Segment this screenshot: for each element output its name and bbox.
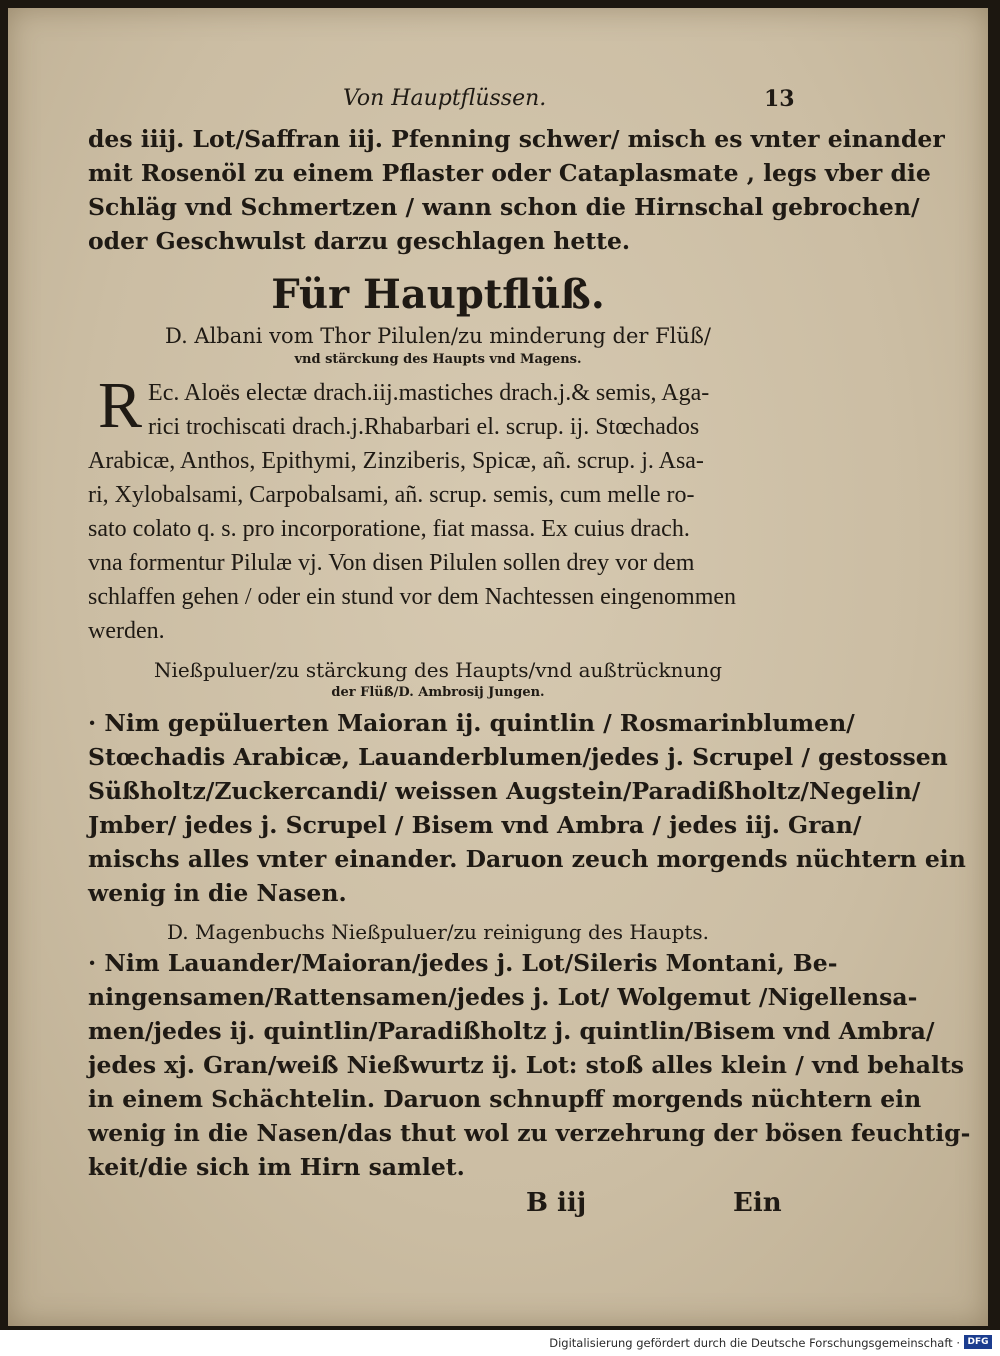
section3-title: D. Magenbuchs Nießpuluer/zu reinigung des Haupts. [166, 920, 710, 944]
page-number: 13 [764, 86, 795, 112]
text-line: schlaffen gehen / oder ein stund vor dem Nachtessen eingenommen [88, 584, 737, 610]
text-line: Jmber/ jedes j. Scrupel / Bisem vnd Ambra / jedes iij. Gran/ [88, 811, 862, 839]
text-line: Arabicæ, Anthos, Epithymi, Zinziberis, Spicæ, añ. scrup. j. Asa- [88, 448, 704, 474]
text-line: sato colato q. s. pro incorporatione, fiat massa. Ex cuius drach. [88, 516, 690, 542]
catchword: Ein [733, 1188, 782, 1218]
running-title: Von Hauptflüssen. [343, 86, 547, 111]
section2-paragraph [88, 706, 966, 910]
text-line: vna formentur Pilulæ vj. Von disen Pilulen sollen drey vor dem [88, 550, 695, 576]
text-line: wenig in die Nasen. [88, 879, 347, 907]
text-line: Stœchadis Arabicæ, Lauanderblumen/jedes j. Scrupel / gestossen [88, 743, 948, 771]
signature-mark: B iij [526, 1188, 587, 1218]
funding-credit: Digitalisierung gefördert durch die Deutsche Forschungsgemeinschaft · [549, 1336, 960, 1350]
text-line: ri, Xylobalsami, Carpobalsami, añ. scrup. semis, cum melle ro- [88, 482, 695, 508]
text-line: · Nim gepüluerten Maioran ij. quintlin / Rosmarinblumen/ [88, 709, 855, 737]
page-text-block [88, 86, 971, 1228]
text-line: oder Geschwulst darzu geschlagen hette. [88, 227, 631, 255]
text-line: mit Rosenöl zu einem Pflaster oder Cataplasmate , legs vber die [88, 159, 931, 187]
text-line: ningensamen/Rattensamen/jedes j. Lot/ Wolgemut /Nigellensa- [88, 983, 918, 1011]
text-line: Ec. Aloës electæ drach.iij.mastiches drach.j.& semis, Aga- [148, 380, 710, 406]
text-line: jedes xj. Gran/weiß Nießwurtz ij. Lot: stoß alles klein / vnd behalts [88, 1051, 965, 1079]
text-line: werden. [88, 618, 165, 644]
recipe-subtitle: vnd stärckung des Haupts vnd Magens. [294, 352, 582, 367]
footer-bar [0, 1330, 1000, 1356]
book-page [8, 8, 988, 1326]
text-line: men/jedes ij. quintlin/Paradißholtz j. quintlin/Bisem vnd Ambra/ [88, 1017, 935, 1045]
intro-paragraph [88, 122, 945, 258]
text-line: wenig in die Nasen/das thut wol zu verzehrung der bösen feuchtig- [88, 1119, 971, 1147]
recipe-paragraph [88, 369, 788, 648]
text-line: keit/die sich im Hirn samlet. [88, 1153, 465, 1181]
catchline [88, 1188, 788, 1228]
text-line: mischs alles vnter einander. Daruon zeuch morgends nüchtern ein [88, 845, 966, 873]
drop-capital: R [98, 369, 143, 442]
section2-title: Nießpuluer/zu stärckung des Haupts/vnd außtrücknung [153, 658, 723, 682]
recipe-title: D. Albani vom Thor Pilulen/zu minderung der Flüß/ [164, 324, 711, 348]
section-heading: Für Hauptflüß. [271, 271, 605, 318]
text-line: rici trochiscati drach.j.Rhabarbari el. scrup. ij. Stœchados [148, 414, 700, 440]
text-line: in einem Schächtelin. Daruon schnupff morgends nüchtern ein [88, 1085, 922, 1113]
text-line: Schläg vnd Schmertzen / wann schon die Hirnschal gebrochen/ [88, 193, 920, 221]
text-line: Süßholtz/Zuckercandi/ weissen Augstein/Paradißholtz/Negelin/ [88, 777, 921, 805]
section2-subtitle: der Flüß/D. Ambrosij Jungen. [331, 685, 545, 700]
running-head [88, 86, 795, 122]
text-line: des iiij. Lot/Saffran iij. Pfenning schwer/ misch es vnter einander [88, 125, 945, 153]
text-line: · Nim Lauander/Maioran/jedes j. Lot/Sileris Montani, Be- [88, 949, 838, 977]
section3-paragraph [88, 946, 971, 1184]
dfg-logo-icon: DFG [964, 1335, 992, 1349]
